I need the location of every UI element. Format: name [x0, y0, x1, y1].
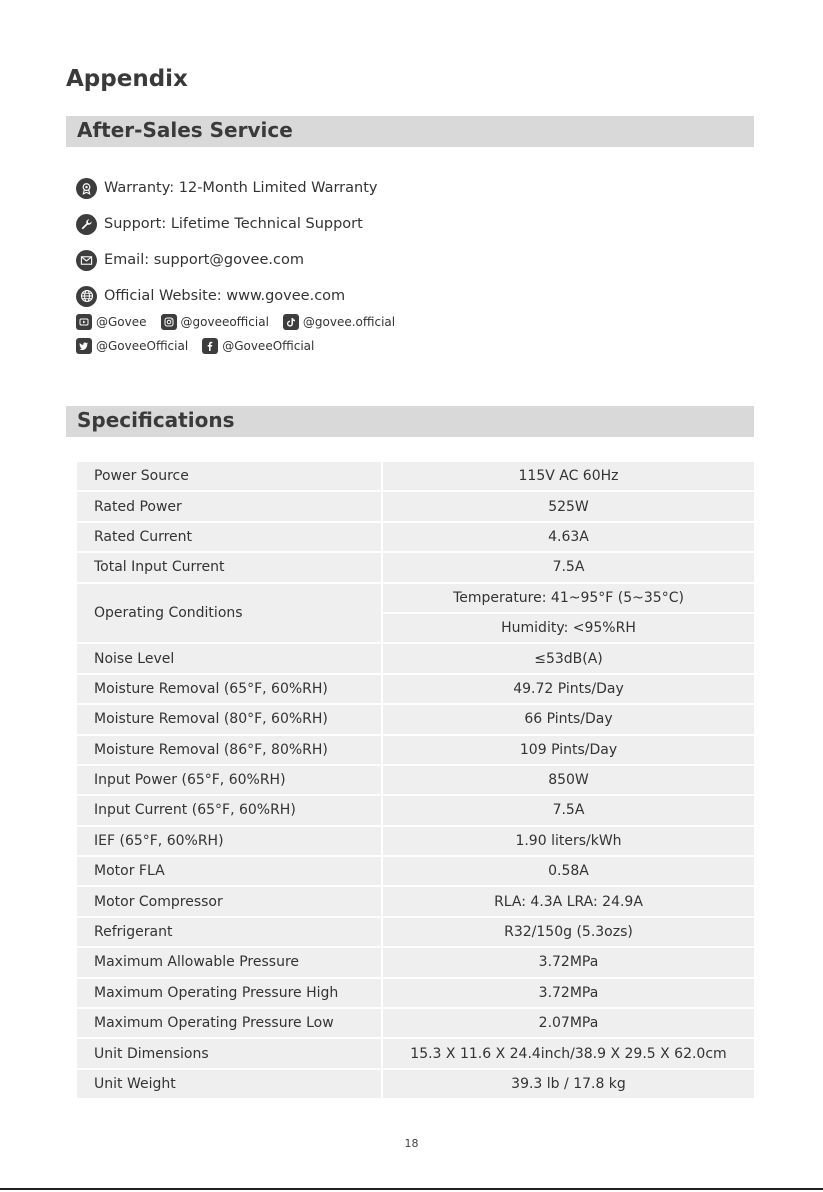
mail-icon	[76, 250, 97, 271]
warranty-icon	[76, 178, 97, 199]
table-row	[77, 918, 754, 948]
table-row	[77, 492, 754, 522]
warranty-text: Warranty: 12-Month Limited Warranty	[104, 180, 378, 196]
table-row	[77, 523, 754, 553]
spec-value: 525W	[383, 492, 754, 522]
bottom-divider	[0, 1188, 823, 1190]
facebook-handle: @GoveeOfficial	[222, 339, 315, 353]
table-row	[77, 948, 754, 978]
spec-label: Moisture Removal (65°F, 60%RH)	[77, 675, 383, 705]
after-sales-list	[76, 170, 377, 314]
email-text: Email: support@govee.com	[104, 252, 304, 268]
spec-value: 3.72MPa	[383, 979, 754, 1009]
spec-label: Rated Current	[77, 523, 383, 553]
table-row	[77, 1009, 754, 1039]
youtube-icon	[76, 314, 92, 330]
spec-value: 15.3 X 11.6 X 24.4inch/38.9 X 29.5 X 62.0cm	[383, 1039, 754, 1069]
table-row	[77, 887, 754, 917]
table-row	[77, 584, 754, 614]
table-row	[77, 736, 754, 766]
table-row	[77, 705, 754, 735]
social-youtube	[76, 314, 147, 330]
globe-icon	[76, 286, 97, 307]
table-row	[77, 1039, 754, 1069]
spec-label: Input Current (65°F, 60%RH)	[77, 796, 383, 826]
spec-value: 1.90 liters/kWh	[383, 827, 754, 857]
after-sales-heading: After-Sales Service	[77, 118, 293, 142]
spec-value: R32/150g (5.3ozs)	[383, 918, 754, 948]
table-row	[77, 827, 754, 857]
spec-value: 49.72 Pints/Day	[383, 675, 754, 705]
spec-value: 3.72MPa	[383, 948, 754, 978]
social-row-2	[76, 338, 328, 354]
spec-value: Temperature: 41~95°F (5~35°C)	[383, 584, 754, 614]
youtube-handle: @Govee	[96, 315, 147, 329]
table-row	[77, 675, 754, 705]
social-instagram	[161, 314, 269, 330]
spec-label: Input Power (65°F, 60%RH)	[77, 766, 383, 796]
spec-value: 39.3 lb / 17.8 kg	[383, 1070, 754, 1100]
spec-label: Maximum Operating Pressure Low	[77, 1009, 383, 1039]
spec-label: Total Input Current	[77, 553, 383, 583]
social-facebook	[202, 338, 314, 354]
support-text: Support: Lifetime Technical Support	[104, 216, 363, 232]
spec-label: Power Source	[77, 462, 383, 492]
page-number: 18	[404, 1137, 419, 1150]
social-row-1	[76, 314, 409, 330]
spec-value: ≤53dB(A)	[383, 644, 754, 674]
table-row	[77, 857, 754, 887]
tiktok-icon	[283, 314, 299, 330]
spec-label: Refrigerant	[77, 918, 383, 948]
website-text: Official Website: www.govee.com	[104, 288, 346, 304]
email-item	[76, 242, 377, 278]
warranty-item	[76, 170, 377, 206]
tiktok-handle: @govee.official	[302, 315, 396, 329]
specifications-table	[77, 462, 754, 1100]
spec-value: 109 Pints/Day	[383, 736, 754, 766]
table-row	[77, 462, 754, 492]
table-row	[77, 553, 754, 583]
twitter-icon	[76, 338, 92, 354]
spec-label: Maximum Operating Pressure High	[77, 979, 383, 1009]
spec-value: 7.5A	[383, 553, 754, 583]
spec-value: RLA: 4.3A LRA: 24.9A	[383, 887, 754, 917]
support-item	[76, 206, 377, 242]
website-item	[76, 278, 377, 314]
spec-label: Rated Power	[77, 492, 383, 522]
spec-value: 66 Pints/Day	[383, 705, 754, 735]
spec-label: Unit Dimensions	[77, 1039, 383, 1069]
spec-label: IEF (65°F, 60%RH)	[77, 827, 383, 857]
spec-label: Operating Conditions	[77, 584, 383, 645]
table-row	[77, 766, 754, 796]
twitter-handle: @GoveeOfficial	[96, 339, 189, 353]
social-tiktok	[283, 314, 395, 330]
specifications-section-header	[66, 406, 754, 437]
table-row	[77, 1070, 754, 1100]
spec-label: Unit Weight	[77, 1070, 383, 1100]
page-title: Appendix	[66, 66, 188, 92]
table-row	[77, 644, 754, 674]
specifications-heading: Specifications	[77, 408, 235, 432]
spec-value: 4.63A	[383, 523, 754, 553]
spec-label: Moisture Removal (86°F, 80%RH)	[77, 736, 383, 766]
instagram-icon	[161, 314, 177, 330]
spec-value: 115V AC 60Hz	[383, 462, 754, 492]
table-row	[77, 979, 754, 1009]
instagram-handle: @goveeofficial	[180, 315, 269, 329]
spec-value: 7.5A	[383, 796, 754, 826]
spec-label: Moisture Removal (80°F, 60%RH)	[77, 705, 383, 735]
spec-label: Motor FLA	[77, 857, 383, 887]
spec-value: 0.58A	[383, 857, 754, 887]
after-sales-section-header	[66, 116, 754, 147]
spec-label: Noise Level	[77, 644, 383, 674]
wrench-icon	[76, 214, 97, 235]
table-row	[77, 796, 754, 826]
spec-label: Motor Compressor	[77, 887, 383, 917]
social-twitter	[76, 338, 188, 354]
spec-value: 850W	[383, 766, 754, 796]
facebook-icon	[202, 338, 218, 354]
spec-value: 2.07MPa	[383, 1009, 754, 1039]
spec-label: Maximum Allowable Pressure	[77, 948, 383, 978]
spec-value: Humidity: <95%RH	[383, 614, 754, 644]
